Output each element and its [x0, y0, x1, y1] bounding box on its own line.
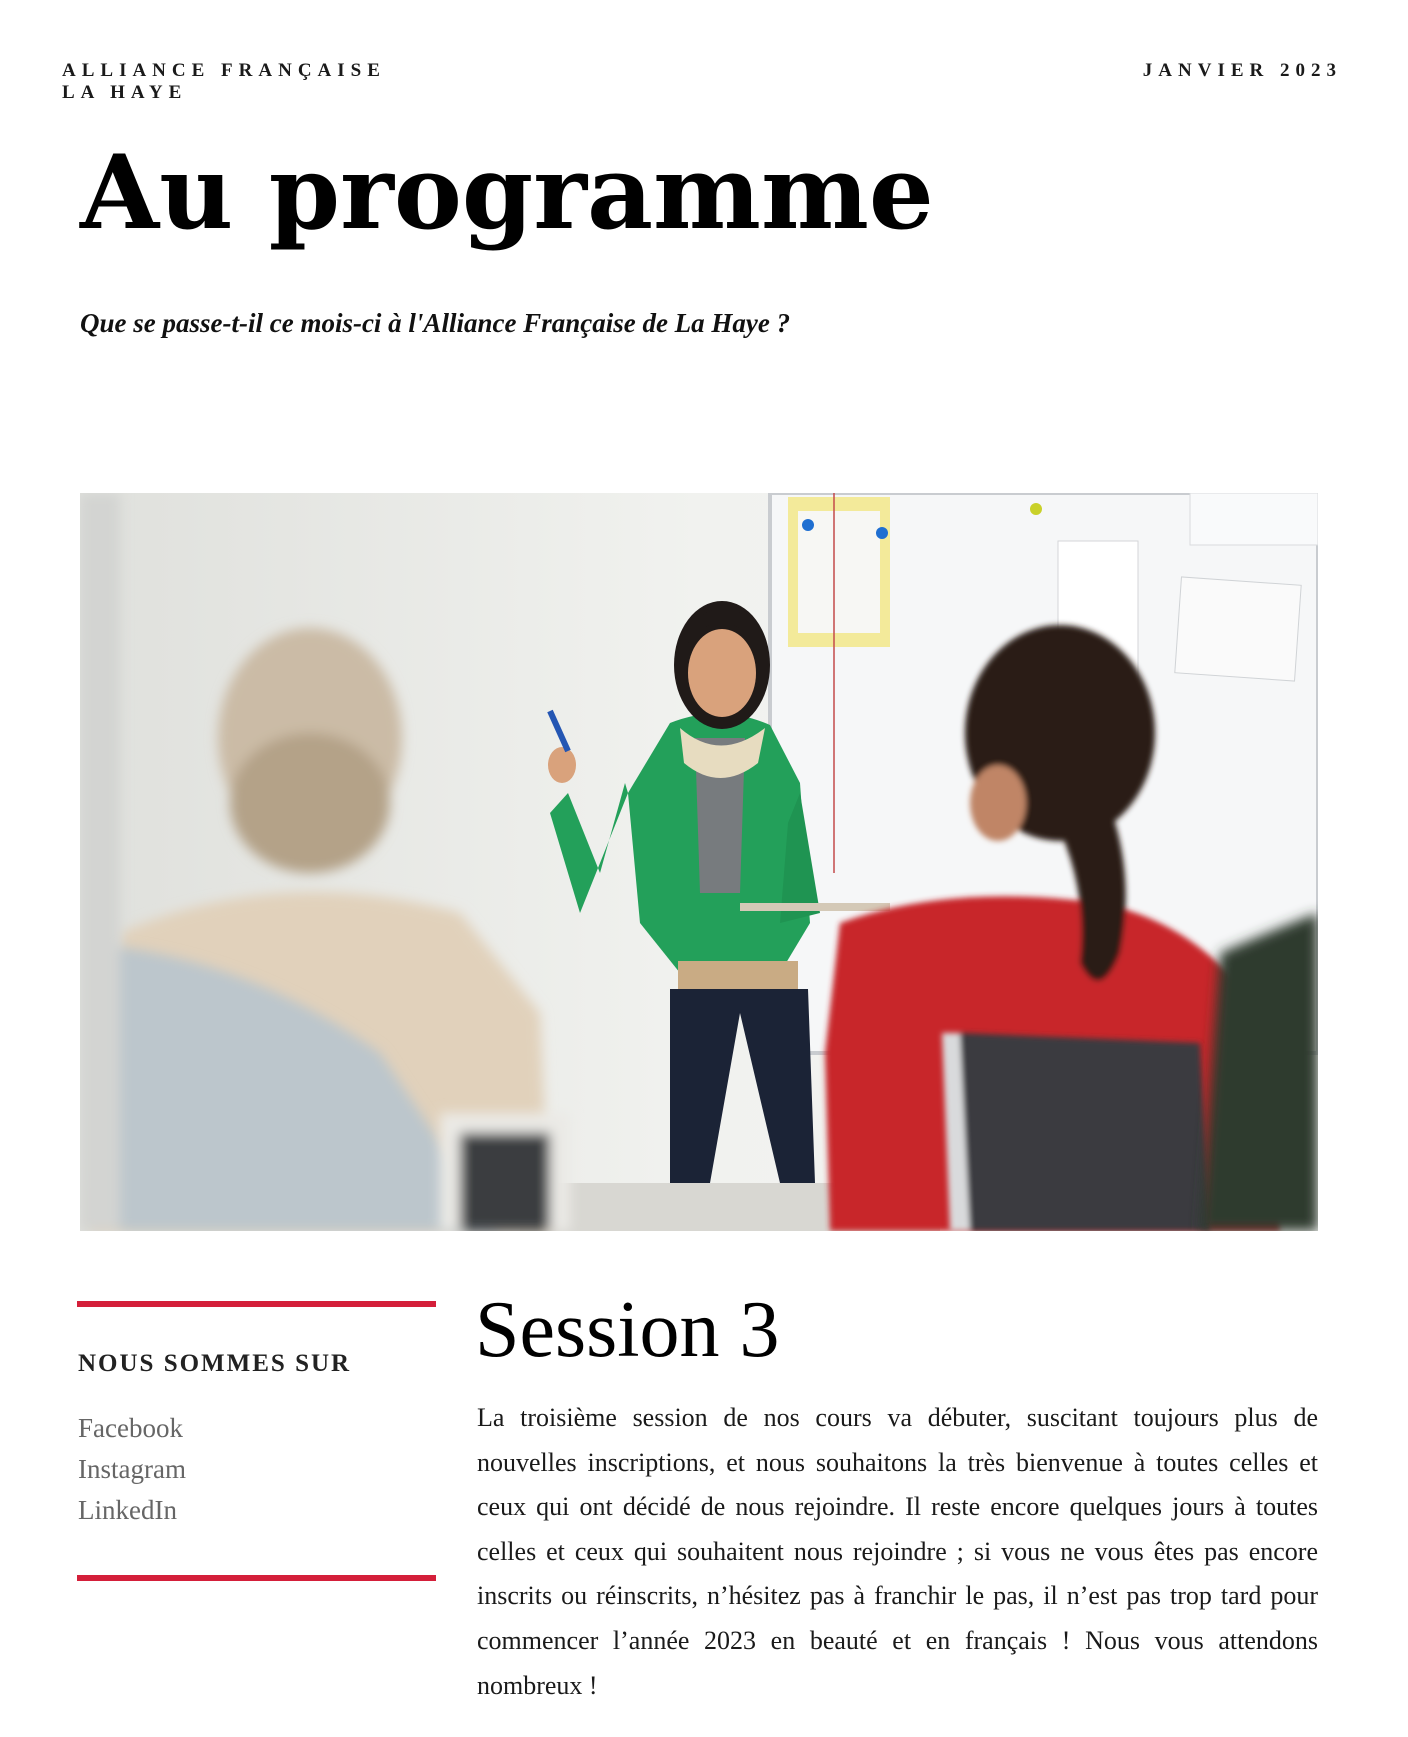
social-link-facebook[interactable]: Facebook [78, 1413, 183, 1443]
social-links [78, 1408, 186, 1531]
social-link-linkedin[interactable]: LinkedIn [78, 1495, 177, 1525]
issue-date: JANVIER 2023 [1142, 60, 1342, 81]
section-title: Session 3 [475, 1286, 780, 1374]
social-link-instagram[interactable]: Instagram [78, 1454, 186, 1484]
social-heading: NOUS SOMMES SUR [78, 1350, 352, 1377]
organization-name [62, 60, 386, 104]
organization-name-line-2: LA HAYE [62, 82, 188, 103]
page-title: Au programme [80, 133, 934, 253]
page-subtitle: Que se passe-t-il ce mois-ci à l'Alliance Française de La Haye ? [80, 308, 791, 338]
section-body: La troisième session de nos cours va débuter, suscitant toujours plus de nouvelles inscriptions, et nous souhaitons la très bienvenue à toutes celles et ceux qui ont décidé de nous rejoindre. Il reste encore quelques jours à toutes celles et ceux qui souhaitent nous rejoindre ; si vous ne vous êtes pas encore inscrits ou réinscrits, n’hésitez pas à franchir le pas, il n’est pas trop tard pour commencer l’année 2023 en beauté et en français ! Nous vous attendons nombreux ! [477, 1403, 1318, 1700]
classroom-illustration [80, 493, 1318, 1231]
sidebar-top-divider [77, 1301, 436, 1307]
classroom-photo [80, 493, 1318, 1231]
sidebar-bottom-divider [77, 1575, 436, 1581]
organization-name-line-1: ALLIANCE FRANÇAISE [62, 60, 386, 81]
